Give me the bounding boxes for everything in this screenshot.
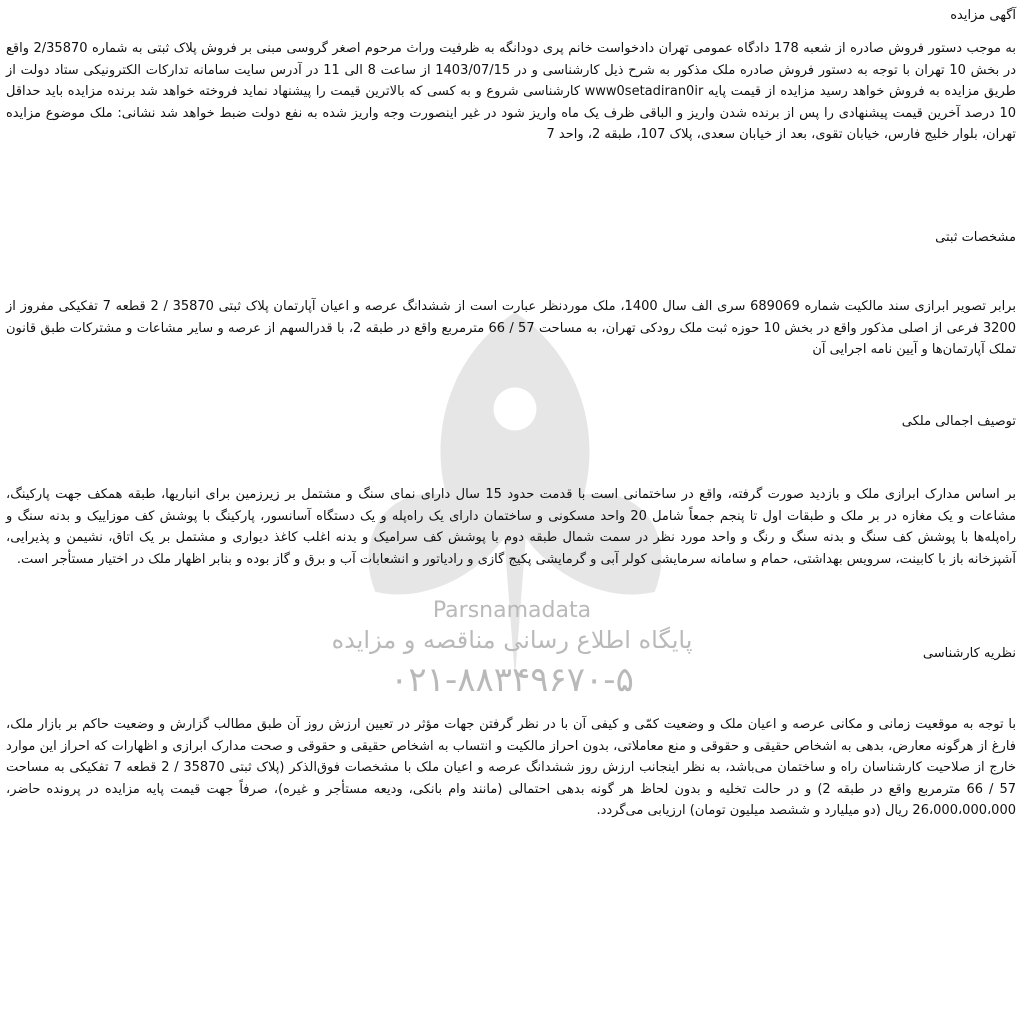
watermark-tagline: پایگاه اطلاع رسانی مناقصه و مزایده <box>331 626 693 654</box>
notice-title: آگهی مزایده <box>950 8 1016 23</box>
expert-heading: نظریه کارشناسی <box>922 646 1016 661</box>
intro-paragraph: به موجب دستور فروش صادره از شعبه 178 دادگاه عمومی تهران دادخواست خانم پری دودانگه به ظرفیت وراث مرحوم اصغر گروسی مبنی بر فروش پلاک ثبتی به شماره 2/35870 واقع در بخش 10 تهران با توجه به دستور فروش صادره ملک مذکور به شرح ذیل کارشناسی و در 1403/07/15 از ساعت 8 الی 11 در آدرس سایت سامانه تدارکات الکترونیکی ستاد دولت از طریق مزایده به فروش خواهد رسید مزایده از قیمت پایه www0setadiran0ir کارشناسی شروع و به کسی که بالاترین قیمت را پیشنهاد نماید فروخته خواهد شد برنده مزایده باید حداقل 10 درصد آخرین قیمت پیشنهادی را پس از برنده شدن واریز و الباقی ظرف یک ماه واریز شود در غیر اینصورت وجه واریز شده به نفع دولت ضبط خواهد شد نشانی: ملک موضوع مزایده تهران، بلوار خلیج فارس، خیابان تقوی، بعد از خیابان سعدی، پلاک 107، طبقه 2، واحد 7 <box>6 41 1017 142</box>
description-paragraph: بر اساس مدارک ابرازی ملک و بازدید صورت گرفته، واقع در ساختمانی است با قدمت حدود 15 سال دارای نمای سنگ و مشتمل بر زیرزمین برای انباریها، طبقه همکف جهت پارکینگ، مشاعات و یک مغازه در بر ملک و طبقات اول تا پنجم جمعاً شامل 20 واحد مسکونی و ساختمان دارای یک راه‌پله و یک دستگاه آسانسور، پارکینگ با پوشش کف موزاییک و بدنه سنگ و راه‌پله‌ها با پوشش کف سنگ و بدنه سنگ و رنگ و واحد مورد نظر در سمت شمال طبقه دوم با پوشش کف سرامیک و بدنه اغلب کاغذ دیواری و مشتمل بر یک اتاق، نشیمن و پذیرایی، آشپزخانه باز با کابینت، سرویس بهداشتی، حمام و سامانه سرمایشی کولر آبی و گرمایشی پکیج گازی و رادیاتور و انشعابات آب و برق و گاز بوده و بنابر اظهار ملک در اختیار مستأجر است. <box>6 487 1016 567</box>
description-heading: توصیف اجمالی ملکی <box>901 414 1016 429</box>
registration-paragraph: برابر تصویر ابرازی سند مالکیت شماره 689069 سری الف سال 1400، ملک موردنظر عبارت است از ششدانگ عرصه و اعیان آپارتمان پلاک ثبتی 35870 / 2 قطعه 7 تفکیکی مفروز از 3200 فرعی از اصلی مذکور واقع در بخش 10 حوزه ثبت ملک رودکی تهران، به مساحت 57 / 66 مترمربع واقع در طبقه 2، با قدرالسهم از عرصه و سایر مشاعات و مشترکات طبق قانون تملک آپارتمان‌ها و آیین نامه اجرایی آن <box>6 299 1016 357</box>
registration-heading: مشخصات ثبتی <box>935 230 1016 245</box>
watermark-phone: ۰۲۱-۸۸۳۴۹۶۷۰-۵ <box>390 660 634 700</box>
watermark-brand: Parsnamadata <box>432 598 592 623</box>
expert-paragraph: با توجه به موقعیت زمانی و مکانی عرصه و اعیان ملک و وضعیت کمّی و کیفی آن با در نظر گرفتن جهات مؤثر در تعیین ارزش روز آن طبق مطالب گزارش و وضعیت حاکم بر بازار ملک، فارغ از هرگونه معارض، بدهی به اشخاص حقیقی و حقوقی و منع معاملاتی، بدون احراز مالکیت و انتساب به اشخاص حقیقی و حقوقی و صحت مدارک ابرازی و اظهارات که احراز این موارد خارج از صلاحیت کارشناسان راه و ساختمان می‌باشد، به نظر اینجانب ارزش روز ششدانگ عرصه و اعیان ملک با مشخصات فوق‌الذکر (پلاک ثبتی 35870 / 2 قطعه 7 تفکیکی به مساحت 57 / 66 مترمربع واقع در طبقه 2) و در حالت تخلیه و بدون لحاظ هر گونه بدهی احتمالی (مانند وام بانکی، ودیعه مستأجر و غیره)، صرفاً جهت قیمت پایه مزایده در پرونده حاضر، 26،000،000،000 ریال (دو میلیارد و ششصد میلیون تومان) ارزیابی می‌گردد. <box>6 717 1016 818</box>
